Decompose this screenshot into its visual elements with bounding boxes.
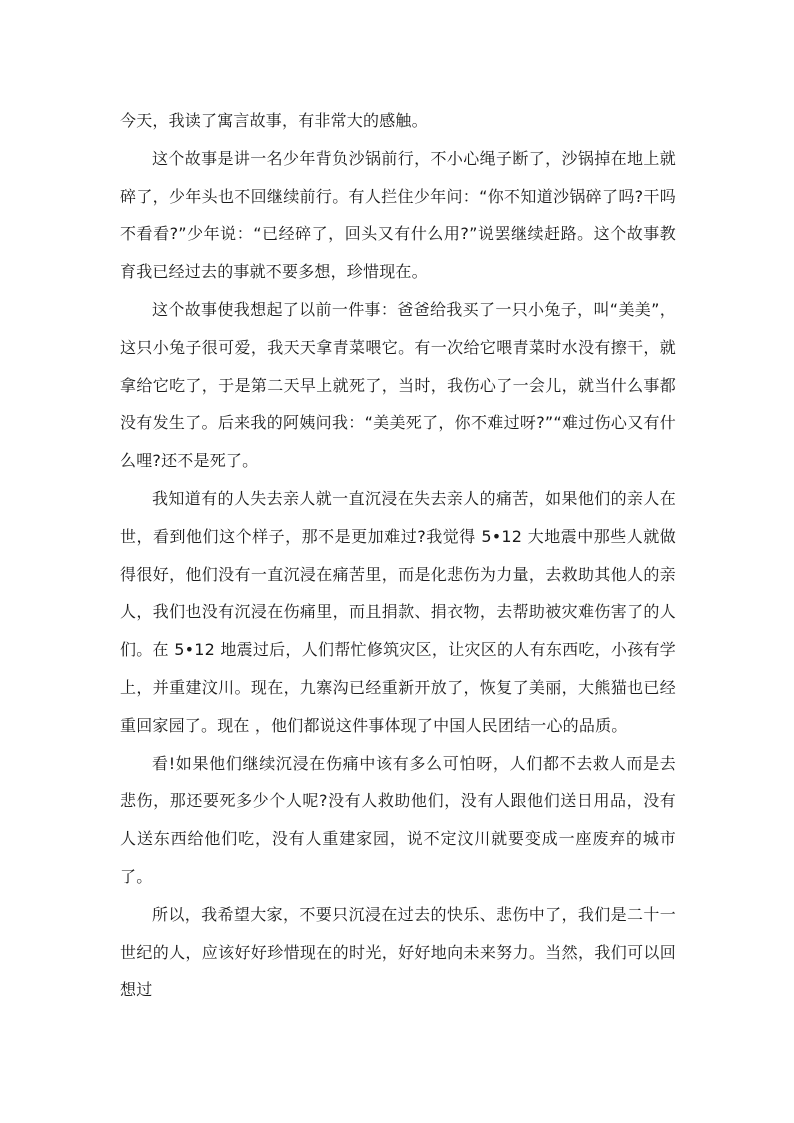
paragraph-what-if: 看!如果他们继续沉浸在伤痛中该有多么可怕呀，人们都不去救人而是去悲伤，那还要死多少个人呢?没有人救助他们，没有人跟他们送日用品，没有人送东西给他们吃，没有人重建家园，说不定汶川就要变成一座废弃的城市了。 <box>120 753 676 886</box>
paragraph-rabbit: 这个故事使我想起了以前一件事：爸爸给我买了一只小兔子，叫“美美”，这只小兔子很可爱，我天天拿青菜喂它。有一次给它喂青菜时水没有擦干，就拿给它吃了，于是第二天早上就死了，当时，我伤心了一会儿，就当什么事都没有发生了。后来我的阿姨问我：“美美死了，你不难过呀?”“难过伤心又有什么哩?还不是死了。 <box>120 299 676 471</box>
paragraph-earthquake: 我知道有的人失去亲人就一直沉浸在失去亲人的痛苦，如果他们的亲人在世，看到他们这个样子，那不是更加难过?我觉得 5•12 大地震中那些人就做得很好，他们没有一直沉浸在痛苦里，而是化悲伤为力量，去救助其他人的亲人，我们也没有沉浸在伤痛里，而且捐款、捐衣物，去帮助被灾难伤害了的人们。在 5•12 地震过后，人们帮忙修筑灾区，让灾区的人有东西吃，小孩有学上，并重建汶川。现在，九寨沟已经重新开放了，恢复了美丽，大熊猫也已经重回家园了。现在 ，他们都说这件事体现了中国人民团结一心的品质。 <box>120 488 676 735</box>
paragraph-conclusion: 所以，我希望大家，不要只沉浸在过去的快乐、悲伤中了，我们是二十一世纪的人，应该好好珍惜现在的时光，好好地向未来努力。当然，我们可以回想过 <box>120 904 676 1000</box>
paragraph-intro: 今天，我读了寓言故事，有非常大的感触。 <box>120 111 428 130</box>
essay-body <box>120 102 676 1009</box>
paragraph-fable: 这个故事是讲一名少年背负沙锅前行，不小心绳子断了，沙锅掉在地上就碎了，少年头也不回继续前行。有人拦住少年问：“你不知道沙锅碎了吗?干吗不看看?”少年说：“已经碎了，回头又有什么用?”说罢继续赶路。这个故事教育我已经过去的事就不要多想，珍惜现在。 <box>120 148 676 282</box>
